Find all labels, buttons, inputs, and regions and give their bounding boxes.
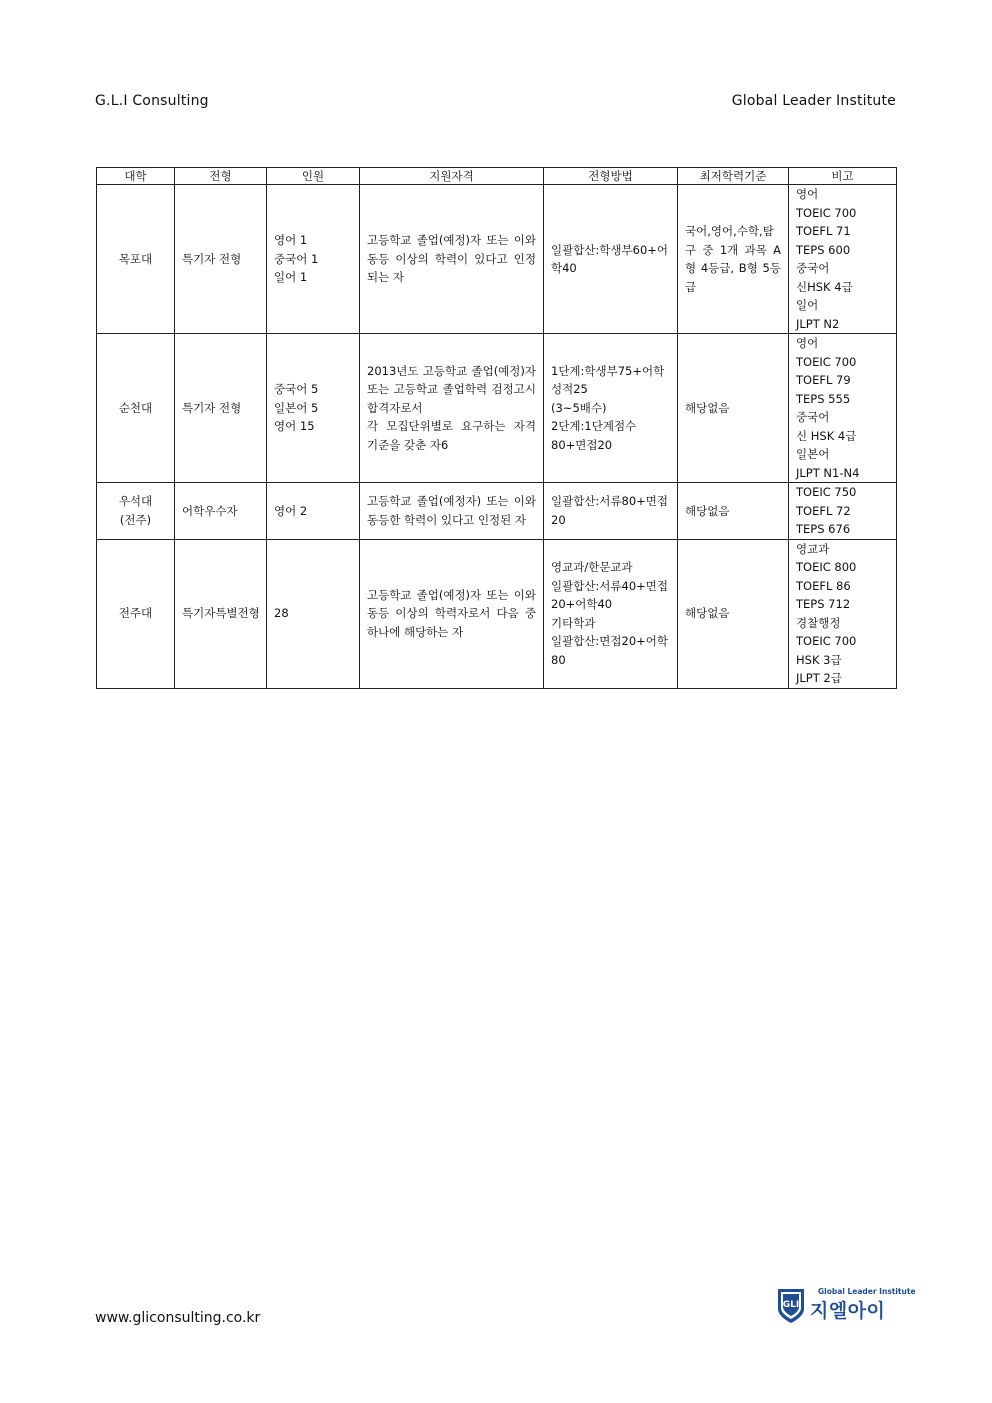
company-logo xyxy=(776,1285,916,1325)
column-header-eligibility: 지원자격 xyxy=(360,168,544,185)
table-row xyxy=(97,539,897,688)
cell-minimum: 해당없음 xyxy=(678,539,789,688)
table-header-row xyxy=(97,168,897,185)
cell-method: 1단계:학생부75+어학성적25 (3~5배수) 2단계:1단계점수80+면접20 xyxy=(544,334,678,483)
cell-university: 우석대 (전주) xyxy=(97,483,175,540)
admissions-table xyxy=(96,167,897,689)
cell-quota: 중국어 5 일본어 5 영어 15 xyxy=(267,334,360,483)
cell-eligibility: 고등학교 졸업(예정자) 또는 이와 동등한 학력이 있다고 인정된 자 xyxy=(360,483,544,540)
cell-admission-type: 특기자특별전형 xyxy=(175,539,267,688)
cell-eligibility: 고등학교 졸업(예정)자 또는 이와 동등 이상의 학력자로서 다음 중 하나에 해당하는 자 xyxy=(360,539,544,688)
cell-eligibility: 2013년도 고등학교 졸업(예정)자 또는 고등학교 졸업학력 검정고시 합격자로서 각 모집단위별로 요구하는 자격 기준을 갖춘 자6 xyxy=(360,334,544,483)
cell-admission-type: 특기자 전형 xyxy=(175,185,267,334)
cell-university: 목포대 xyxy=(97,185,175,334)
cell-notes: 영어 TOEIC 700 TOEFL 71 TEPS 600 중국어 신HSK 4급 일어 JLPT N2 xyxy=(789,185,897,334)
cell-notes: TOEIC 750 TOEFL 72 TEPS 676 xyxy=(789,483,897,540)
column-header-method: 전형방법 xyxy=(544,168,678,185)
header-right-title: Global Leader Institute xyxy=(731,93,896,109)
cell-eligibility: 고등학교 졸업(예정)자 또는 이와 동등 이상의 학력이 있다고 인정되는 자 xyxy=(360,185,544,334)
cell-university: 순천대 xyxy=(97,334,175,483)
cell-admission-type: 어학우수자 xyxy=(175,483,267,540)
cell-minimum: 해당없음 xyxy=(678,334,789,483)
table-row xyxy=(97,483,897,540)
cell-quota: 28 xyxy=(267,539,360,688)
cell-quota: 영어 1 중국어 1 일어 1 xyxy=(267,185,360,334)
cell-method: 일괄합산:서류80+면접20 xyxy=(544,483,678,540)
cell-minimum: 해당없음 xyxy=(678,483,789,540)
column-header-admission-type: 전형 xyxy=(175,168,267,185)
cell-notes: 영어 TOEIC 700 TOEFL 79 TEPS 555 중국어 신 HSK 4급 일본어 JLPT N1-N4 xyxy=(789,334,897,483)
table-row xyxy=(97,334,897,483)
cell-notes: 영교과 TOEIC 800 TOEFL 86 TEPS 712 경찰행정 TOEIC 700 HSK 3급 JLPT 2급 xyxy=(789,539,897,688)
column-header-notes: 비고 xyxy=(789,168,897,185)
cell-method: 일괄합산:학생부60+어학40 xyxy=(544,185,678,334)
column-header-quota: 인원 xyxy=(267,168,360,185)
cell-quota: 영어 2 xyxy=(267,483,360,540)
logo-korean-name: 지엘아이 xyxy=(810,1300,886,1322)
table-row xyxy=(97,185,897,334)
shield-emblem-icon xyxy=(776,1287,806,1325)
logo-tagline: Global Leader Institute xyxy=(818,1287,916,1296)
cell-university: 전주대 xyxy=(97,539,175,688)
cell-admission-type: 특기자 전형 xyxy=(175,334,267,483)
column-header-university: 대학 xyxy=(97,168,175,185)
column-header-minimum: 최저학력기준 xyxy=(678,168,789,185)
logo-emblem-text: GLI xyxy=(782,1300,800,1310)
cell-minimum: 국어,영어,수학,탐구 중 1개 과목 A형 4등급, B형 5등급 xyxy=(678,185,789,334)
header-left-title: G.L.I Consulting xyxy=(95,93,209,109)
cell-method: 영교과/한문교과 일괄합산:서류40+면접20+어학40 기타학과 일괄합산:면접20+어학80 xyxy=(544,539,678,688)
footer-website-url: www.gliconsulting.co.kr xyxy=(95,1310,261,1326)
